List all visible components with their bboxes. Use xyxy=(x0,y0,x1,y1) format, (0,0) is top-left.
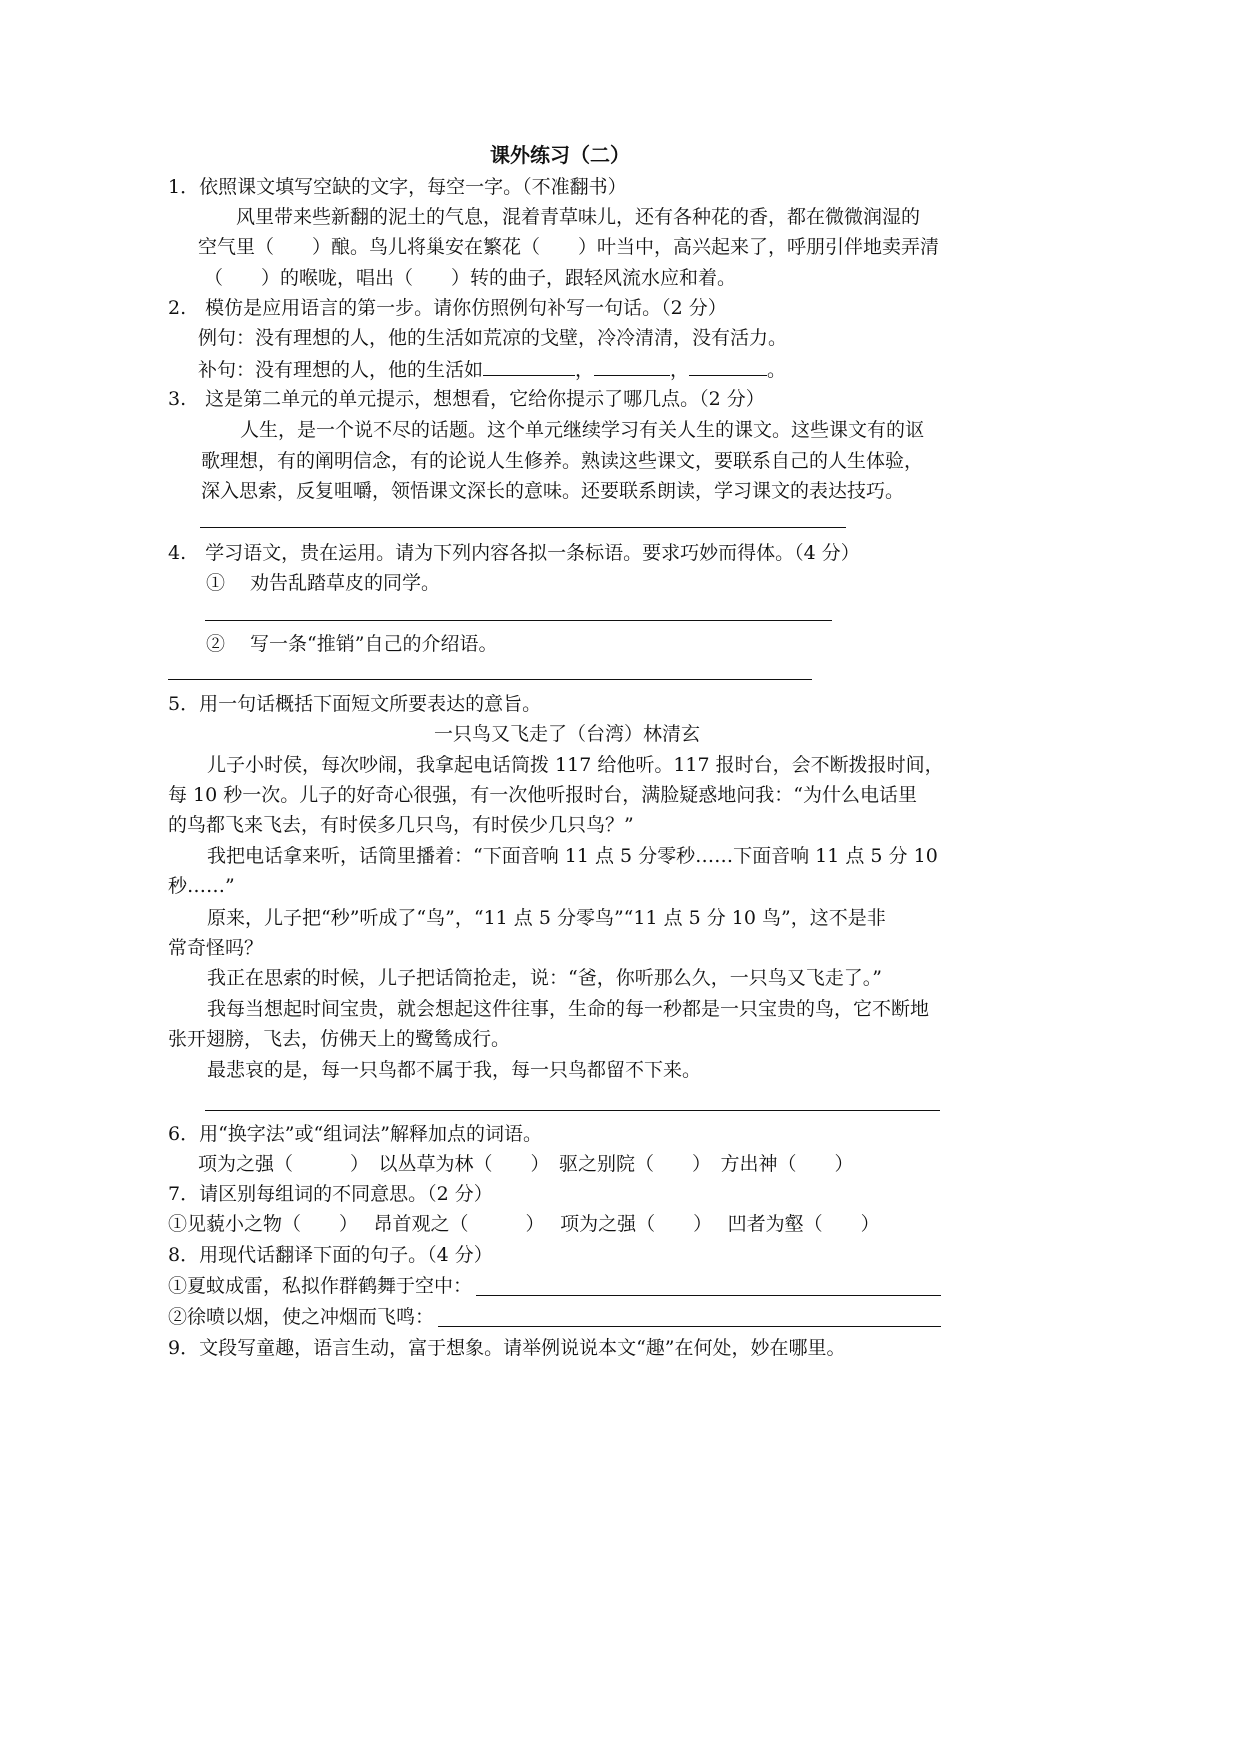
answer-blank[interactable] xyxy=(689,355,767,376)
question-3-passage-line: 歌理想，有的阐明信念，有的论说人生修养。熟读这些课文，要联系自己的人生体验， xyxy=(201,450,924,472)
comma: ， xyxy=(670,359,690,381)
article-title: 一只鸟又飞走了（台湾）林清玄 xyxy=(434,723,701,745)
question-8-item: ①夏蚊成雷，私拟作群鹤舞于空中： xyxy=(168,1275,473,1297)
question-6-items: 项为之强（ ） 以丛草为林（ ） 驱之别院（ ） 方出神（ ） xyxy=(198,1153,854,1175)
question-4-stem: 4. 学习语文，贵在运用。请为下列内容各拟一条标语。要求巧妙而得体。（4 分） xyxy=(168,542,860,564)
answer-line[interactable] xyxy=(200,527,846,528)
question-4-item: ① 劝告乱踏草皮的同学。 xyxy=(206,572,441,594)
question-3-passage-line: 人生，是一个说不尽的话题。这个单元继续学习有关人生的课文。这些课文有的讴 xyxy=(240,419,925,441)
page-title: 课外练习（二） xyxy=(490,143,630,167)
article-line: 张开翅膀，飞去，仿佛天上的鹭鸶成行。 xyxy=(168,1028,511,1050)
article-line: 的鸟都飞来飞去，有时侯多几只鸟，有时侯少几只鸟？” xyxy=(168,814,634,836)
question-2-stem: 2. 模仿是应用语言的第一步。请你仿照例句补写一句话。（2 分） xyxy=(168,297,727,319)
article-line: 最悲哀的是，每一只鸟都不属于我，每一只鸟都留不下来。 xyxy=(207,1059,702,1081)
comma: ， xyxy=(575,359,595,381)
question-4-item: ② 写一条“推销”自己的介绍语。 xyxy=(206,633,498,655)
answer-line[interactable] xyxy=(205,1110,940,1111)
question-8-item: ②徐喷以烟，使之冲烟而飞鸣： xyxy=(168,1306,435,1328)
answer-line[interactable] xyxy=(438,1326,941,1327)
question-3-passage-line: 深入思索，反复咀嚼，领悟课文深长的意味。还要联系朗读，学习课文的表达技巧。 xyxy=(201,480,905,502)
question-1-passage-line: （ ）的喉咙，唱出（ ）转的曲子，跟轻风流水应和着。 xyxy=(204,267,737,289)
question-2-fill-line xyxy=(198,355,786,383)
article-line: 我正在思索的时候，儿子把话筒抢走，说：“爸，你听那么久，一只鸟又飞走了。” xyxy=(207,967,882,989)
question-1-passage-line: 风里带来些新翻的泥土的气息，混着青草味儿，还有各种花的香，都在微微润湿的 xyxy=(236,206,921,228)
answer-blank[interactable] xyxy=(594,355,670,376)
article-line: 秒……” xyxy=(168,875,235,897)
answer-line[interactable] xyxy=(168,679,812,680)
question-7-items: ①见藐小之物（ ） 昂首观之（ ） 项为之强（ ） 凹者为壑（ ） xyxy=(168,1213,880,1235)
article-line: 原来，儿子把“秒”听成了“鸟”，“11 点 5 分零鸟”“11 点 5 分 10 鸟”，这不是非 xyxy=(207,907,886,929)
question-1-passage-line: 空气里（ ）酿。鸟儿将巢安在繁花（ ）叶当中，高兴起来了，呼朋引伴地卖弄清 xyxy=(198,236,940,258)
article-line: 常奇怪吗？ xyxy=(168,937,264,959)
question-5-stem: 5．用一句话概括下面短文所要表达的意旨。 xyxy=(168,693,542,715)
question-9-stem: 9．文段写童趣，语言生动，富于想象。请举例说说本文“趣”在何处，妙在哪里。 xyxy=(168,1337,846,1359)
question-8-stem: 8．用现代话翻译下面的句子。（4 分） xyxy=(168,1244,493,1266)
question-2-fill-prefix: 补句：没有理想的人，他的生活如 xyxy=(198,359,484,381)
question-7-stem: 7．请区别每组词的不同意思。（2 分） xyxy=(168,1183,493,1205)
question-2-example: 例句：没有理想的人，他的生活如荒凉的戈壁，冷冷清清，没有活力。 xyxy=(198,327,788,349)
answer-line[interactable] xyxy=(476,1295,941,1296)
article-line: 我每当想起时间宝贵，就会想起这件往事，生命的每一秒都是一只宝贵的鸟，它不断地 xyxy=(207,998,930,1020)
answer-blank[interactable] xyxy=(483,355,575,376)
article-line: 儿子小时侯，每次吵闹，我拿起电话筒拨 117 给他听。117 报时台，会不断拨报时间， xyxy=(207,754,944,776)
question-1-stem: 1．依照课文填写空缺的文字，每空一字。（不准翻书） xyxy=(168,176,627,198)
period: 。 xyxy=(767,359,787,381)
question-6-stem: 6．用“换字法”或“组词法”解释加点的词语。 xyxy=(168,1123,542,1145)
article-line: 每 10 秒一次。儿子的好奇心很强，有一次他听报时台，满脸疑惑地问我：“为什么电话里 xyxy=(168,784,917,806)
answer-line[interactable] xyxy=(205,620,832,621)
question-3-stem: 3. 这是第二单元的单元提示，想想看，它给你提示了哪几点。（2 分） xyxy=(168,388,765,410)
article-line: 我把电话拿来听，话筒里播着：“下面音响 11 点 5 分零秒……下面音响 11 点 5 分 10 xyxy=(207,845,938,867)
